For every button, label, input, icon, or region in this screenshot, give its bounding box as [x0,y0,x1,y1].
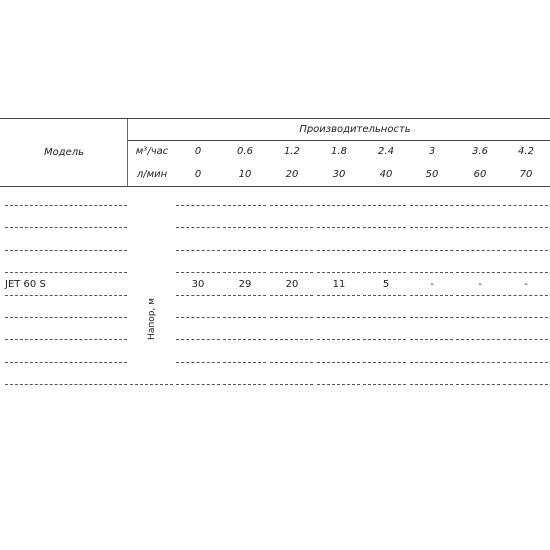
side-column-bottom-rule [130,384,173,385]
value-cell-rule [317,272,360,273]
head-value: 11 [332,279,346,290]
m3-value-2: 1.2 [284,146,300,157]
value-cell-rule [176,384,220,385]
m3-value-6: 3.6 [472,146,488,157]
unit-l-label: л/мин [136,169,168,180]
value-cell-rule [176,227,220,228]
value-cell-rule [363,295,406,296]
value-cell-rule [270,250,313,251]
productivity-header: Производительность [299,124,411,135]
l-value-7: 70 [519,169,533,180]
l-value-5: 50 [425,169,439,180]
value-cell-rule [503,227,548,228]
value-cell-rule [410,317,453,318]
m3-value-4: 2.4 [378,146,394,157]
value-cell-rule [270,272,313,273]
l-value-1: 10 [238,169,252,180]
value-cell-rule [223,339,266,340]
value-cell-rule [456,384,500,385]
value-cell-rule [317,295,360,296]
unit-m3-label: м³/час [135,146,169,157]
value-cell-rule [410,205,453,206]
value-cell-rule [363,205,406,206]
value-cell-rule [223,250,266,251]
value-cell-rule [317,384,360,385]
value-cell-rule [176,272,220,273]
table-top-rule [0,118,550,119]
model-cell-rule [5,295,127,296]
head-value: - [478,279,482,290]
value-cell-rule [223,362,266,363]
value-cell-rule [270,384,313,385]
value-cell-rule [503,250,548,251]
value-cell-rule [456,339,500,340]
head-value: 29 [238,279,252,290]
value-cell-rule [317,205,360,206]
model-cell-rule [5,250,127,251]
l-value-0: 0 [194,169,202,180]
model-cell-rule [5,339,127,340]
value-cell-rule [503,272,548,273]
value-cell-rule [317,362,360,363]
model-cell-rule [5,362,127,363]
productivity-underline [128,140,550,141]
head-value: - [430,279,434,290]
value-cell-rule [410,384,453,385]
value-cell-rule [223,295,266,296]
value-cell-rule [456,250,500,251]
head-value: 5 [382,279,390,290]
value-cell-rule [270,205,313,206]
value-cell-rule [176,205,220,206]
value-cell-rule [317,317,360,318]
head-axis-label: Напор, м [147,298,157,340]
value-cell-rule [456,295,500,296]
value-cell-rule [270,339,313,340]
m3-value-5: 3 [428,146,436,157]
value-cell-rule [223,317,266,318]
value-cell-rule [223,227,266,228]
value-cell-rule [410,227,453,228]
value-cell-rule [410,295,453,296]
value-cell-rule [270,295,313,296]
head-value: - [524,279,528,290]
value-cell-rule [363,272,406,273]
model-cell-rule [5,227,127,228]
m3-value-1: 0.6 [237,146,253,157]
value-cell-rule [410,250,453,251]
l-value-4: 40 [379,169,393,180]
value-cell-rule [363,250,406,251]
header-bottom-rule [0,186,550,187]
value-cell-rule [363,339,406,340]
value-cell-rule [317,339,360,340]
value-cell-rule [503,362,548,363]
value-cell-rule [456,227,500,228]
value-cell-rule [363,384,406,385]
value-cell-rule [503,384,548,385]
value-cell-rule [317,250,360,251]
model-cell-rule [5,317,127,318]
m3-value-3: 1.8 [331,146,347,157]
value-cell-rule [363,227,406,228]
m3-value-7: 4.2 [518,146,534,157]
value-cell-rule [176,339,220,340]
model-column-header: Модель [43,147,85,158]
head-value: 30 [191,279,205,290]
value-cell-rule [456,272,500,273]
value-cell-rule [503,339,548,340]
value-cell-rule [363,362,406,363]
model-cell-rule [5,384,127,385]
value-cell-rule [503,295,548,296]
value-cell-rule [456,362,500,363]
l-value-3: 30 [332,169,346,180]
value-cell-rule [176,317,220,318]
l-value-6: 60 [473,169,487,180]
value-cell-rule [176,362,220,363]
value-cell-rule [270,227,313,228]
value-cell-rule [503,205,548,206]
value-cell-rule [456,205,500,206]
value-cell-rule [410,339,453,340]
head-value: 20 [285,279,299,290]
value-cell-rule [270,362,313,363]
value-cell-rule [363,317,406,318]
m3-value-0: 0 [194,146,202,157]
value-cell-rule [176,250,220,251]
value-cell-rule [456,317,500,318]
value-cell-rule [410,272,453,273]
value-cell-rule [410,362,453,363]
model-name: JET 60 S [5,279,46,290]
value-cell-rule [176,295,220,296]
value-cell-rule [223,272,266,273]
model-cell-rule [5,272,127,273]
model-cell-rule [5,205,127,206]
value-cell-rule [223,205,266,206]
value-cell-rule [503,317,548,318]
value-cell-rule [270,317,313,318]
value-cell-rule [317,227,360,228]
value-cell-rule [223,384,266,385]
l-value-2: 20 [285,169,299,180]
